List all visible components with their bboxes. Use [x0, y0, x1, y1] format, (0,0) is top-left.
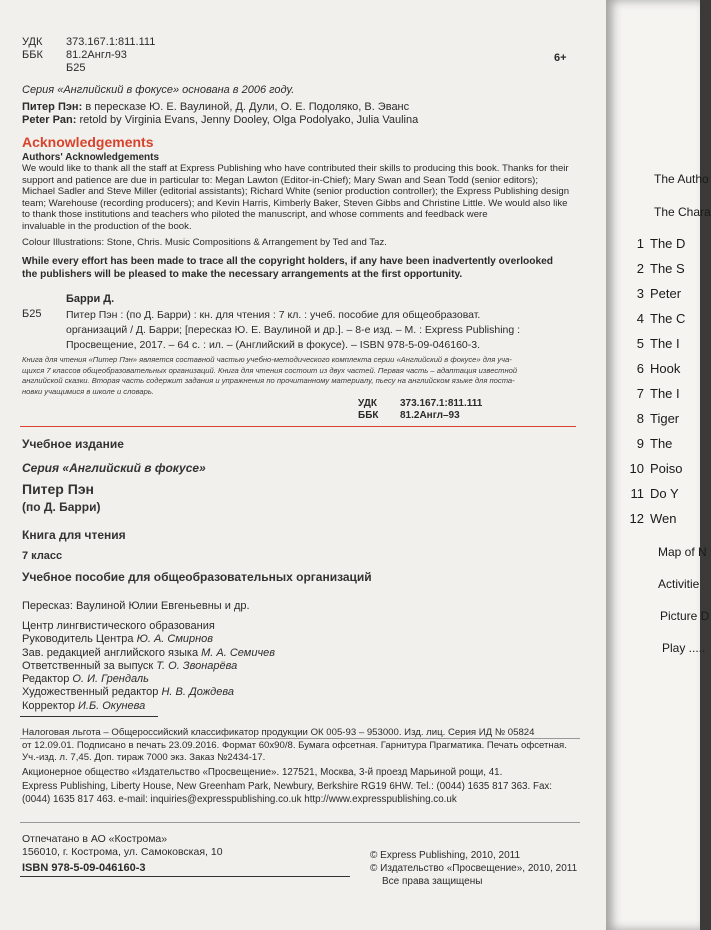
catalog-bbk-value: 81.2Англ–93	[400, 410, 460, 421]
staff-row	[22, 660, 275, 673]
toc-number: 8	[636, 411, 644, 426]
credits-en	[22, 114, 418, 127]
ack-line: to thank those institutions and teachers who piloted the manuscript, and whose comments and feedback were	[22, 209, 488, 220]
credits-ru-text: в пересказе Ю. Е. Ваулиной, Д. Дули, О. Е. Подоляко, В. Эванс	[85, 101, 410, 113]
toc-extra: Picture D	[660, 609, 710, 623]
tax-line: Уч.-изд. л. 7,45. Доп. тираж 7000 экз. Заказ №2434-17.	[22, 752, 266, 763]
colour-credits: Colour Illustrations: Stone, Chris. Music Compositions & Arrangement by Ted and Taz.	[22, 237, 387, 248]
staff-role: Руководитель Центра	[22, 633, 134, 646]
staff-role: Зав. редакцией английского языка	[22, 646, 199, 659]
printed-line: 156010, г. Кострома, ул. Самоковская, 10	[22, 845, 223, 858]
toc-number: 5	[636, 336, 644, 351]
staff-role: Центр лингвистического образования	[22, 620, 215, 632]
edition-retold-by: Пересказ: Ваулиной Юлии Евгеньевны и др.	[22, 600, 250, 612]
staff-role: Ответственный за выпуск	[22, 659, 154, 672]
staff-name: О. И. Грендаль	[72, 673, 149, 686]
desc-line: щихся 7 классов общеобразовательных организаций. Книга для чтения состоит из двух частей. Первая часть – адаптация известной	[22, 365, 518, 375]
staff-role: Корректор	[22, 699, 75, 712]
toc-number: 3	[636, 286, 644, 301]
toc-number: 6	[636, 361, 644, 376]
toc-title: The C	[650, 311, 686, 326]
notice-line: the publishers will be pleased to make the necessary arrangements at the first opportunity.	[22, 268, 463, 280]
isbn-underline	[20, 876, 350, 877]
udk-label: УДК	[22, 36, 43, 48]
edition-type: Учебное издание	[22, 437, 124, 451]
edition-subtitle: (по Д. Барри)	[22, 500, 101, 514]
toc-item	[606, 386, 680, 401]
toc-extra: Map of N	[658, 545, 707, 559]
copyright-notice	[22, 256, 553, 281]
contents-heading: The Autho	[654, 172, 709, 186]
divider-red	[20, 426, 576, 427]
printed-line: Отпечатано в АО «Кострома»	[22, 833, 168, 845]
staff-role: Редактор	[22, 673, 70, 686]
catalog-card-code: Б25	[22, 308, 42, 320]
catalog-udk	[358, 398, 483, 410]
toc-item	[606, 236, 685, 251]
udk-value: 373.167.1:811.111	[66, 36, 156, 48]
ack-line: team; Warehouse (recording producers); and Kevin Harris, Kimberly Baker, Steven Gibbs and Christine Little. We would also like	[22, 197, 568, 209]
copyright-line: Все права защищены	[382, 875, 483, 887]
series-note: Серия «Английский в фокусе» основана в 2006 году.	[22, 84, 295, 96]
toc-number: 2	[636, 261, 644, 276]
staff-row	[22, 647, 275, 660]
staff-name: Н. В. Дождева	[161, 686, 234, 699]
tax-line: от 12.09.01. Подписано в печать 23.09.2016. Формат 60x90/8. Бумага офсетная. Гарнитура Прагматика. Печать офсетная.	[22, 739, 567, 751]
tax-line: Налоговая льгота – Общероссийский классификатор продукции ОК 005-93 – 953000. Изд. лиц. Серия ИД № 05824	[22, 727, 535, 738]
desc-line: новки учащимися в школе и словарь.	[22, 386, 154, 396]
acknowledgements-title: Acknowledgements	[22, 134, 154, 150]
toc-number: 10	[629, 461, 644, 476]
copyright-line: © Издательство «Просвещение», 2010, 2011	[370, 862, 578, 874]
printed-by	[22, 833, 223, 858]
publisher-address: Акционерное общество «Издательство «Просвещение». 127521, Москва, 3-й проезд Марьиной рощи, 41.	[22, 767, 503, 778]
toc-item	[606, 361, 680, 376]
toc-title: Wen	[650, 511, 677, 526]
printer-divider	[20, 822, 580, 823]
staff-row	[22, 686, 275, 699]
acknowledgements-body	[22, 163, 569, 232]
toc-title: Poiso	[650, 461, 683, 476]
contents-heading: The Chara	[654, 205, 711, 219]
toc-item	[606, 311, 685, 326]
toc-number: 4	[636, 311, 644, 326]
toc-title: Peter	[650, 286, 682, 301]
credits-ru-label: Питер Пэн:	[22, 101, 83, 113]
desc-line: английской сказки. Вторая часть содержит задания и упражнения по прочитанному материалу, пьесу на английском языке для поста-	[22, 376, 515, 385]
toc-title: The I	[650, 336, 680, 351]
copyright-line: © Express Publishing, 2010, 2011	[370, 850, 521, 861]
catalog-line: Питер Пэн : (по Д. Барри) : кн. для чтения : 7 кл. : учеб. пособие для общеобразоват.	[66, 309, 481, 321]
staff-row	[22, 620, 275, 633]
catalog-bbk-label: ББК	[358, 410, 379, 421]
express-line: Express Publishing, Liberty House, New Greenham Park, Newbury, Berkshire RG19 6HW. Tel.: (0044) 1635 817 363. Fax:	[22, 781, 553, 792]
toc-item	[606, 411, 679, 426]
staff-name: И.Б. Окунева	[78, 699, 146, 712]
credits-en-text: retold by Virginia Evans, Jenny Dooley, Olga Podolyako, Julia Vaulina	[79, 114, 419, 126]
toc-title: The D	[650, 236, 686, 251]
toc-title: The	[650, 436, 673, 451]
credits-ru	[22, 101, 409, 114]
ack-line: Michael Sadler and Steve Miller (editorial assistants); Richard White (senior production controller); the Express Publishing design	[22, 186, 570, 197]
toc-number: 11	[630, 486, 644, 501]
acknowledgements-subtitle: Authors' Acknowledgements	[22, 152, 160, 163]
catalog-code: Б25	[66, 62, 86, 74]
staff-role: Художественный редактор	[22, 686, 159, 699]
bbk-line	[22, 49, 127, 62]
catalog-udk-label: УДК	[358, 398, 377, 409]
toc-extra: Play .....	[662, 641, 706, 655]
catalog-bbk	[358, 410, 460, 422]
toc-title: The S	[650, 261, 685, 276]
toc-extra: Activitie	[658, 577, 700, 591]
toc-item	[606, 486, 679, 501]
toc-title: Do Y	[650, 486, 679, 501]
toc-item	[606, 286, 681, 301]
express-line: (0044) 1635 817 463. e-mail: inquiries@expresspublishing.co.uk http://www.expresspublishing.co.uk	[22, 793, 457, 805]
age-rating: 6+	[554, 52, 567, 64]
bbk-value: 81.2Англ-93	[66, 49, 127, 61]
staff-name: Ю. А. Смирнов	[136, 633, 214, 646]
tax-info	[22, 727, 567, 765]
toc-number: 9	[636, 436, 644, 451]
edition-series: Серия «Английский в фокусе»	[22, 461, 206, 475]
toc-number: 12	[629, 511, 644, 526]
ack-line: support and patience are due in particular to: Megan Lawton (Editor-in-Chief); Mary Swan and Sean Todd (senior editors);	[22, 174, 539, 186]
toc-item	[606, 461, 683, 476]
staff-name: М. А. Семичев	[201, 646, 276, 659]
staff-list	[22, 620, 275, 713]
toc-item	[606, 336, 680, 351]
toc-item	[606, 436, 672, 451]
edition-purpose: Учебное пособие для общеобразовательных организаций	[22, 570, 372, 584]
toc-number: 1	[636, 236, 644, 251]
catalog-description	[22, 355, 517, 397]
edition-title: Питер Пэн	[22, 481, 95, 497]
catalog-line: Просвещение, 2017. – 64 с. : ил. – (Английский в фокусе). – ISBN 978-5-09-046160-3.	[66, 339, 481, 351]
catalog-entry	[66, 308, 520, 353]
catalog-udk-value: 373.167.1:811.111	[400, 398, 483, 409]
toc-item	[606, 261, 685, 276]
desc-line: Книга для чтения «Питер Пэн» является составной частью учебно-методического комплекта серии «Английский в фокусе» для уча-	[22, 355, 512, 364]
catalog-author: Барри Д.	[66, 293, 115, 305]
staff-divider	[20, 716, 158, 717]
credits-en-label: Peter Pan:	[22, 114, 77, 126]
toc-title: Tiger	[650, 411, 680, 426]
facing-contents-page	[606, 0, 711, 930]
toc-title: The I	[650, 386, 680, 401]
copyright-block	[370, 850, 577, 888]
edition-grade: 7 класс	[22, 550, 63, 562]
toc-item	[606, 511, 677, 526]
express-address	[22, 781, 552, 806]
toc-number: 7	[636, 386, 644, 401]
staff-row	[22, 700, 275, 713]
edition-book-type: Книга для чтения	[22, 528, 126, 542]
staff-row	[22, 673, 275, 686]
isbn: ISBN 978-5-09-046160-3	[22, 862, 146, 874]
staff-row	[22, 633, 275, 646]
toc-title: Hook	[650, 361, 681, 376]
staff-name: Т. О. Звонарёва	[156, 659, 238, 672]
ack-line: invaluable in the production of the book.	[22, 220, 192, 232]
bbk-label: ББК	[22, 49, 43, 61]
catalog-line: организаций / Д. Барри; [пересказ Ю. Е. Ваулиной и др.]. – 8-е изд. – М. : Express Publishing :	[66, 324, 521, 336]
udk-line	[22, 36, 156, 49]
ack-line: We would like to thank all the staff at Express Publishing who have contributed their skills to producing this book. Thanks for their	[22, 163, 569, 174]
notice-line: While every effort has been made to trace all the copyright holders, if any have been inadvertently overlooked	[22, 256, 554, 267]
